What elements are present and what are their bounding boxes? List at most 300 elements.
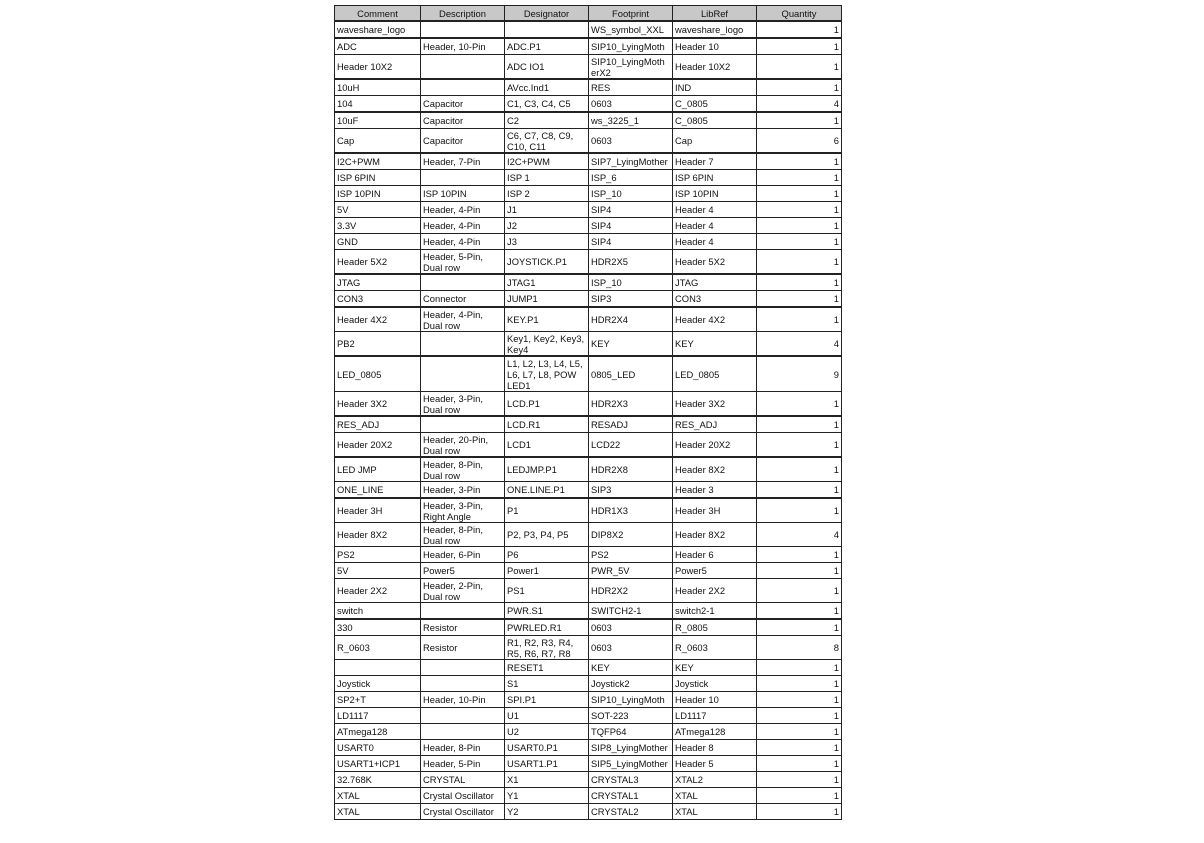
- table-row: [335, 170, 842, 186]
- description-cell: Header, 3-Pin, Right Angle: [421, 498, 505, 523]
- comment-cell: ADC: [335, 38, 421, 55]
- description-cell: [421, 79, 505, 96]
- table-row: [335, 708, 842, 724]
- footprint-cell: KEY: [589, 660, 673, 676]
- footprint-cell: TQFP64: [589, 724, 673, 740]
- footprint-cell: HDR2X3: [589, 392, 673, 417]
- libref-cell: Header 4: [673, 202, 757, 218]
- designator-cell: J2: [505, 218, 589, 234]
- description-cell: Crystal Oscillator: [421, 804, 505, 820]
- footprint-cell: CRYSTAL1: [589, 788, 673, 804]
- table-row: [335, 756, 842, 772]
- table-row: [335, 547, 842, 563]
- comment-cell: RES_ADJ: [335, 416, 421, 433]
- description-cell: Header, 8-Pin, Dual row: [421, 523, 505, 547]
- designator-cell: P1: [505, 498, 589, 523]
- designator-cell: ISP 1: [505, 170, 589, 186]
- footprint-cell: CRYSTAL3: [589, 772, 673, 788]
- quantity-cell: 1: [757, 740, 842, 756]
- column-header-designator: Designator: [505, 6, 589, 22]
- comment-cell: Header 10X2: [335, 55, 421, 80]
- designator-cell: Key1, Key2, Key3, Key4: [505, 332, 589, 357]
- comment-cell: 3.3V: [335, 218, 421, 234]
- designator-cell: LCD1: [505, 433, 589, 458]
- footprint-cell: SOT-223: [589, 708, 673, 724]
- comment-cell: Joystick: [335, 676, 421, 692]
- description-cell: [421, 356, 505, 392]
- designator-cell: X1: [505, 772, 589, 788]
- table-row: [335, 482, 842, 499]
- quantity-cell: 1: [757, 153, 842, 170]
- description-cell: Header, 10-Pin: [421, 38, 505, 55]
- description-cell: [421, 55, 505, 80]
- quantity-cell: 9: [757, 356, 842, 392]
- designator-cell: KEY.P1: [505, 307, 589, 332]
- footprint-cell: 0603: [589, 129, 673, 154]
- description-cell: Header, 7-Pin: [421, 153, 505, 170]
- designator-cell: L1, L2, L3, L4, L5, L6, L7, L8, POW LED1: [505, 356, 589, 392]
- footprint-cell: Joystick2: [589, 676, 673, 692]
- designator-cell: JTAG1: [505, 274, 589, 291]
- quantity-cell: 1: [757, 416, 842, 433]
- quantity-cell: 1: [757, 660, 842, 676]
- table-row: [335, 186, 842, 202]
- designator-cell: Power1: [505, 563, 589, 579]
- designator-cell: C1, C3, C4, C5: [505, 96, 589, 113]
- libref-cell: XTAL: [673, 804, 757, 820]
- quantity-cell: 1: [757, 676, 842, 692]
- libref-cell: Header 6: [673, 547, 757, 563]
- description-cell: Header, 4-Pin: [421, 234, 505, 250]
- quantity-cell: 1: [757, 170, 842, 186]
- quantity-cell: 1: [757, 274, 842, 291]
- table-row: [335, 291, 842, 308]
- libref-cell: R_0805: [673, 619, 757, 636]
- description-cell: [421, 416, 505, 433]
- designator-cell: J1: [505, 202, 589, 218]
- bom-table: [334, 5, 842, 820]
- footprint-cell: LCD22: [589, 433, 673, 458]
- libref-cell: ISP 10PIN: [673, 186, 757, 202]
- designator-cell: JUMP1: [505, 291, 589, 308]
- description-cell: Header, 8-Pin, Dual row: [421, 457, 505, 482]
- description-cell: [421, 724, 505, 740]
- comment-cell: GND: [335, 234, 421, 250]
- libref-cell: Header 2X2: [673, 579, 757, 603]
- designator-cell: USART0.P1: [505, 740, 589, 756]
- quantity-cell: 1: [757, 202, 842, 218]
- footprint-cell: WS_symbol_XXL: [589, 21, 673, 38]
- table-row: [335, 692, 842, 708]
- table-row: [335, 250, 842, 275]
- designator-cell: PS1: [505, 579, 589, 603]
- libref-cell: XTAL: [673, 788, 757, 804]
- comment-cell: Header 3X2: [335, 392, 421, 417]
- description-cell: Header, 4-Pin, Dual row: [421, 307, 505, 332]
- libref-cell: RES_ADJ: [673, 416, 757, 433]
- comment-cell: [335, 660, 421, 676]
- comment-cell: 10uF: [335, 112, 421, 129]
- libref-cell: XTAL2: [673, 772, 757, 788]
- footprint-cell: SWITCH2-1: [589, 603, 673, 620]
- quantity-cell: 1: [757, 250, 842, 275]
- description-cell: Header, 5-Pin: [421, 756, 505, 772]
- description-cell: Header, 5-Pin, Dual row: [421, 250, 505, 275]
- table-row: [335, 457, 842, 482]
- description-cell: [421, 603, 505, 620]
- designator-cell: Y1: [505, 788, 589, 804]
- footprint-cell: SIP4: [589, 234, 673, 250]
- designator-cell: ISP 2: [505, 186, 589, 202]
- table-row: [335, 96, 842, 113]
- table-row: [335, 55, 842, 80]
- description-cell: Resistor: [421, 636, 505, 660]
- footprint-cell: RESADJ: [589, 416, 673, 433]
- table-row: [335, 202, 842, 218]
- designator-cell: U1: [505, 708, 589, 724]
- footprint-cell: ws_3225_1: [589, 112, 673, 129]
- designator-cell: ADC.P1: [505, 38, 589, 55]
- comment-cell: I2C+PWM: [335, 153, 421, 170]
- column-header-footprint: Footprint: [589, 6, 673, 22]
- libref-cell: C_0805: [673, 112, 757, 129]
- quantity-cell: 1: [757, 563, 842, 579]
- comment-cell: ISP 10PIN: [335, 186, 421, 202]
- table-row: [335, 788, 842, 804]
- description-cell: Header, 2-Pin, Dual row: [421, 579, 505, 603]
- bom-table-header: [335, 6, 842, 22]
- libref-cell: Joystick: [673, 676, 757, 692]
- designator-cell: [505, 21, 589, 38]
- libref-cell: KEY: [673, 660, 757, 676]
- designator-cell: Y2: [505, 804, 589, 820]
- quantity-cell: 1: [757, 392, 842, 417]
- description-cell: Header, 8-Pin: [421, 740, 505, 756]
- quantity-cell: 1: [757, 724, 842, 740]
- table-row: [335, 416, 842, 433]
- description-cell: Header, 3-Pin: [421, 482, 505, 499]
- footprint-cell: HDR2X2: [589, 579, 673, 603]
- designator-cell: JOYSTICK.P1: [505, 250, 589, 275]
- libref-cell: Header 7: [673, 153, 757, 170]
- comment-cell: 330: [335, 619, 421, 636]
- comment-cell: ISP 6PIN: [335, 170, 421, 186]
- description-cell: Power5: [421, 563, 505, 579]
- quantity-cell: 4: [757, 332, 842, 357]
- table-row: [335, 619, 842, 636]
- libref-cell: Header 3H: [673, 498, 757, 523]
- comment-cell: Header 4X2: [335, 307, 421, 332]
- designator-cell: P2, P3, P4, P5: [505, 523, 589, 547]
- quantity-cell: 1: [757, 38, 842, 55]
- libref-cell: switch2-1: [673, 603, 757, 620]
- comment-cell: Header 20X2: [335, 433, 421, 458]
- table-row: [335, 603, 842, 620]
- table-row: [335, 129, 842, 154]
- comment-cell: switch: [335, 603, 421, 620]
- description-cell: Header, 20-Pin, Dual row: [421, 433, 505, 458]
- comment-cell: ATmega128: [335, 724, 421, 740]
- table-row: [335, 307, 842, 332]
- comment-cell: Header 3H: [335, 498, 421, 523]
- comment-cell: CON3: [335, 291, 421, 308]
- description-cell: [421, 676, 505, 692]
- footprint-cell: SIP3: [589, 482, 673, 499]
- description-cell: Resistor: [421, 619, 505, 636]
- comment-cell: PS2: [335, 547, 421, 563]
- designator-cell: C6, C7, C8, C9, C10, C11: [505, 129, 589, 154]
- footprint-cell: ISP_6: [589, 170, 673, 186]
- libref-cell: IND: [673, 79, 757, 96]
- quantity-cell: 1: [757, 234, 842, 250]
- description-cell: [421, 660, 505, 676]
- table-row: [335, 356, 842, 392]
- libref-cell: Header 4: [673, 218, 757, 234]
- description-cell: [421, 332, 505, 357]
- designator-cell: USART1.P1: [505, 756, 589, 772]
- description-cell: Crystal Oscillator: [421, 788, 505, 804]
- quantity-cell: 1: [757, 619, 842, 636]
- description-cell: ISP 10PIN: [421, 186, 505, 202]
- footprint-cell: SIP10_LyingMoth erX2: [589, 55, 673, 80]
- description-cell: Connector: [421, 291, 505, 308]
- comment-cell: Header 2X2: [335, 579, 421, 603]
- libref-cell: Power5: [673, 563, 757, 579]
- libref-cell: Header 5X2: [673, 250, 757, 275]
- libref-cell: Header 3: [673, 482, 757, 499]
- libref-cell: LED_0805: [673, 356, 757, 392]
- quantity-cell: 1: [757, 79, 842, 96]
- designator-cell: PWRLED.R1: [505, 619, 589, 636]
- footprint-cell: 0603: [589, 96, 673, 113]
- header-row: [335, 6, 842, 22]
- table-row: [335, 563, 842, 579]
- quantity-cell: 1: [757, 547, 842, 563]
- footprint-cell: RES: [589, 79, 673, 96]
- quantity-cell: 1: [757, 579, 842, 603]
- description-cell: [421, 170, 505, 186]
- footprint-cell: HDR1X3: [589, 498, 673, 523]
- designator-cell: P6: [505, 547, 589, 563]
- libref-cell: Header 20X2: [673, 433, 757, 458]
- quantity-cell: 1: [757, 433, 842, 458]
- libref-cell: Header 10X2: [673, 55, 757, 80]
- table-row: [335, 38, 842, 55]
- footprint-cell: SIP10_LyingMoth: [589, 692, 673, 708]
- table-row: [335, 153, 842, 170]
- footprint-cell: CRYSTAL2: [589, 804, 673, 820]
- designator-cell: LCD.R1: [505, 416, 589, 433]
- libref-cell: Header 10: [673, 38, 757, 55]
- table-row: [335, 433, 842, 458]
- libref-cell: CON3: [673, 291, 757, 308]
- footprint-cell: SIP10_LyingMoth: [589, 38, 673, 55]
- footprint-cell: HDR2X5: [589, 250, 673, 275]
- libref-cell: ISP 6PIN: [673, 170, 757, 186]
- quantity-cell: 1: [757, 112, 842, 129]
- quantity-cell: 1: [757, 291, 842, 308]
- quantity-cell: 1: [757, 772, 842, 788]
- designator-cell: RESET1: [505, 660, 589, 676]
- comment-cell: 5V: [335, 563, 421, 579]
- libref-cell: KEY: [673, 332, 757, 357]
- column-header-description: Description: [421, 6, 505, 22]
- column-header-libref: LibRef: [673, 6, 757, 22]
- designator-cell: R1, R2, R3, R4, R5, R6, R7, R8: [505, 636, 589, 660]
- description-cell: [421, 21, 505, 38]
- libref-cell: Header 8X2: [673, 457, 757, 482]
- libref-cell: Header 4X2: [673, 307, 757, 332]
- description-cell: [421, 708, 505, 724]
- footprint-cell: HDR2X4: [589, 307, 673, 332]
- designator-cell: ONE.LINE.P1: [505, 482, 589, 499]
- quantity-cell: 1: [757, 186, 842, 202]
- comment-cell: 5V: [335, 202, 421, 218]
- footprint-cell: SIP5_LyingMother: [589, 756, 673, 772]
- quantity-cell: 1: [757, 457, 842, 482]
- comment-cell: 104: [335, 96, 421, 113]
- table-row: [335, 218, 842, 234]
- comment-cell: Header 5X2: [335, 250, 421, 275]
- table-row: [335, 392, 842, 417]
- footprint-cell: ISP_10: [589, 186, 673, 202]
- libref-cell: Header 8: [673, 740, 757, 756]
- libref-cell: Header 3X2: [673, 392, 757, 417]
- table-row: [335, 274, 842, 291]
- quantity-cell: 1: [757, 482, 842, 499]
- footprint-cell: 0603: [589, 619, 673, 636]
- quantity-cell: 1: [757, 498, 842, 523]
- quantity-cell: 1: [757, 218, 842, 234]
- description-cell: Header, 6-Pin: [421, 547, 505, 563]
- libref-cell: Header 8X2: [673, 523, 757, 547]
- quantity-cell: 1: [757, 804, 842, 820]
- libref-cell: R_0603: [673, 636, 757, 660]
- column-header-quantity: Quantity: [757, 6, 842, 22]
- table-row: [335, 79, 842, 96]
- table-row: [335, 636, 842, 660]
- quantity-cell: 1: [757, 55, 842, 80]
- description-cell: Header, 4-Pin: [421, 202, 505, 218]
- comment-cell: Cap: [335, 129, 421, 154]
- quantity-cell: 1: [757, 692, 842, 708]
- libref-cell: C_0805: [673, 96, 757, 113]
- footprint-cell: SIP8_LyingMother: [589, 740, 673, 756]
- description-cell: Capacitor: [421, 129, 505, 154]
- description-cell: [421, 274, 505, 291]
- table-row: [335, 112, 842, 129]
- comment-cell: LD1117: [335, 708, 421, 724]
- description-cell: CRYSTAL: [421, 772, 505, 788]
- description-cell: Capacitor: [421, 96, 505, 113]
- table-row: [335, 676, 842, 692]
- comment-cell: waveshare_logo: [335, 21, 421, 38]
- footprint-cell: SIP4: [589, 202, 673, 218]
- comment-cell: ONE_LINE: [335, 482, 421, 499]
- footprint-cell: 0805_LED: [589, 356, 673, 392]
- designator-cell: LEDJMP.P1: [505, 457, 589, 482]
- description-cell: Header, 4-Pin: [421, 218, 505, 234]
- table-row: [335, 804, 842, 820]
- quantity-cell: 1: [757, 788, 842, 804]
- column-header-comment: Comment: [335, 6, 421, 22]
- quantity-cell: 4: [757, 96, 842, 113]
- quantity-cell: 1: [757, 756, 842, 772]
- table-row: [335, 332, 842, 357]
- table-row: [335, 660, 842, 676]
- designator-cell: AVcc.Ind1: [505, 79, 589, 96]
- quantity-cell: 1: [757, 603, 842, 620]
- libref-cell: LD1117: [673, 708, 757, 724]
- table-row: [335, 772, 842, 788]
- footprint-cell: SIP3: [589, 291, 673, 308]
- comment-cell: R_0603: [335, 636, 421, 660]
- table-row: [335, 523, 842, 547]
- designator-cell: J3: [505, 234, 589, 250]
- quantity-cell: 1: [757, 708, 842, 724]
- designator-cell: U2: [505, 724, 589, 740]
- description-cell: Header, 3-Pin, Dual row: [421, 392, 505, 417]
- libref-cell: Header 4: [673, 234, 757, 250]
- designator-cell: SPI.P1: [505, 692, 589, 708]
- bom-table-body: [335, 21, 842, 820]
- table-row: [335, 740, 842, 756]
- description-cell: Header, 10-Pin: [421, 692, 505, 708]
- table-row: [335, 724, 842, 740]
- libref-cell: waveshare_logo: [673, 21, 757, 38]
- table-row: [335, 21, 842, 38]
- footprint-cell: KEY: [589, 332, 673, 357]
- designator-cell: LCD.P1: [505, 392, 589, 417]
- table-row: [335, 498, 842, 523]
- description-cell: Capacitor: [421, 112, 505, 129]
- comment-cell: PB2: [335, 332, 421, 357]
- designator-cell: I2C+PWM: [505, 153, 589, 170]
- table-row: [335, 579, 842, 603]
- footprint-cell: PS2: [589, 547, 673, 563]
- comment-cell: 10uH: [335, 79, 421, 96]
- libref-cell: Header 5: [673, 756, 757, 772]
- libref-cell: JTAG: [673, 274, 757, 291]
- table-row: [335, 234, 842, 250]
- libref-cell: Header 10: [673, 692, 757, 708]
- footprint-cell: DIP8X2: [589, 523, 673, 547]
- footprint-cell: ISP_10: [589, 274, 673, 291]
- comment-cell: LED_0805: [335, 356, 421, 392]
- footprint-cell: HDR2X8: [589, 457, 673, 482]
- bom-sheet: [334, 5, 842, 820]
- libref-cell: ATmega128: [673, 724, 757, 740]
- quantity-cell: 1: [757, 307, 842, 332]
- comment-cell: LED JMP: [335, 457, 421, 482]
- comment-cell: 32.768K: [335, 772, 421, 788]
- footprint-cell: SIP7_LyingMother: [589, 153, 673, 170]
- comment-cell: USART1+ICP1: [335, 756, 421, 772]
- quantity-cell: 1: [757, 21, 842, 38]
- designator-cell: ADC IO1: [505, 55, 589, 80]
- libref-cell: Cap: [673, 129, 757, 154]
- comment-cell: XTAL: [335, 788, 421, 804]
- designator-cell: S1: [505, 676, 589, 692]
- quantity-cell: 6: [757, 129, 842, 154]
- designator-cell: C2: [505, 112, 589, 129]
- quantity-cell: 8: [757, 636, 842, 660]
- comment-cell: Header 8X2: [335, 523, 421, 547]
- comment-cell: USART0: [335, 740, 421, 756]
- comment-cell: XTAL: [335, 804, 421, 820]
- footprint-cell: SIP4: [589, 218, 673, 234]
- designator-cell: PWR.S1: [505, 603, 589, 620]
